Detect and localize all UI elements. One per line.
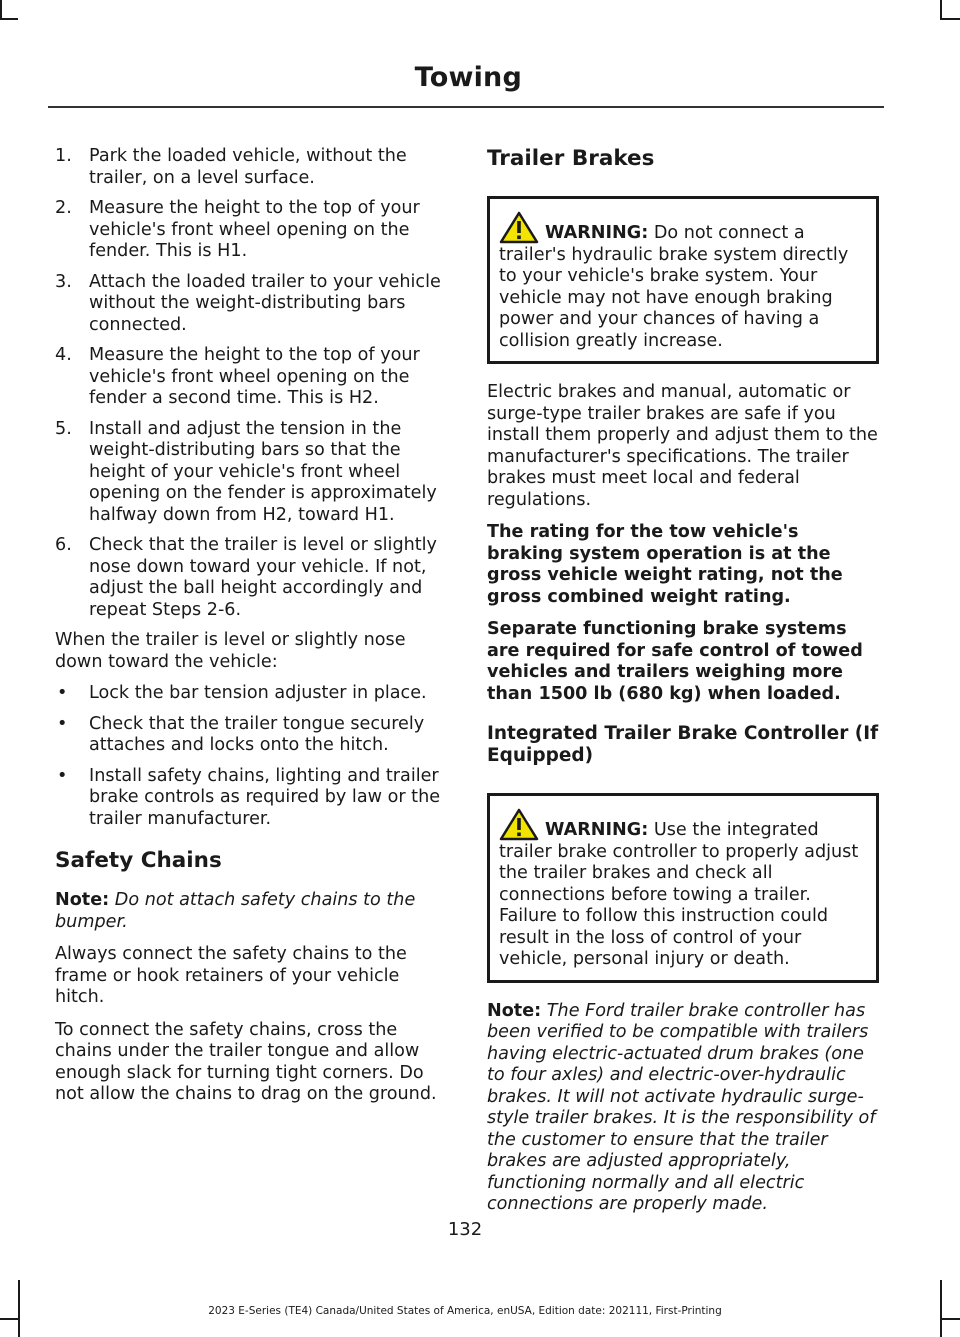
- warning-box: WARNING: Use the integrated trailer brake controller to properly adjust the trailer brakes and check all connections before towing a trailer. Failure to follow this instruction could result in the loss of control of your vehicle, personal injury or death.: [487, 793, 879, 983]
- step-item: 3. Attach the loaded trailer to your vehicle without the weight-distributing bars connected.: [55, 271, 441, 335]
- level-intro: When the trailer is level or slightly nose down toward the vehicle:: [55, 630, 406, 672]
- step-item: 1. Park the loaded vehicle, without the trailer, on a level surface.: [55, 146, 407, 188]
- bullet-icon: •: [57, 683, 68, 703]
- paragraph: To connect the safety chains, cross the chains under the trailer tongue and allow enough slack for turning tight corners. Do not allow the chains to drag on the ground.: [55, 1019, 437, 1104]
- crop-mark: [0, 18, 18, 20]
- section-heading-safety-chains: Safety Chains: [55, 848, 222, 873]
- crop-mark: [940, 18, 960, 20]
- bold-paragraph: Separate functioning brake systems are required for safe control of towed vehicles and trailers weighing more than 1500 lb (680 kg) when loaded.: [487, 619, 863, 704]
- note: Note: Do not attach safety chains to the bumper.: [55, 890, 416, 932]
- paragraph: Always connect the safety chains to the frame or hook retainers of your vehicle hitch.: [55, 944, 407, 1007]
- list-item: • Check that the trailer tongue securely attaches and locks onto the hitch.: [57, 713, 425, 755]
- crop-mark: [940, 0, 942, 18]
- list-item: • Lock the bar tension adjuster in place.: [57, 683, 427, 703]
- bold-paragraph: The rating for the tow vehicle's braking system operation is at the gross vehicle weight rating, not the gross combined weight rating.: [487, 522, 843, 607]
- section-heading-trailer-brakes: Trailer Brakes: [487, 146, 655, 171]
- step-item: 4. Measure the height to the top of your vehicle's front wheel opening on the fender a second time. This is H2.: [55, 345, 420, 408]
- section-heading-brake-controller: Integrated Trailer Brake Controller (If Equipped): [487, 723, 879, 766]
- page-number: 132: [447, 1219, 483, 1240]
- crop-mark: [942, 1318, 960, 1320]
- step-item: 2. Measure the height to the top of your vehicle's front wheel opening on the fender. This is H1.: [55, 198, 420, 261]
- bullet-icon: •: [57, 713, 68, 734]
- warning-icon: [499, 211, 539, 244]
- procedure-steps: [55, 146, 447, 621]
- checklist: [55, 683, 447, 830]
- warning-icon: [499, 808, 539, 841]
- crop-mark: [0, 0, 2, 18]
- list-item: • Install safety chains, lighting and trailer brake controls as required by law or the trailer manufacturer.: [57, 765, 441, 829]
- bullet-icon: •: [57, 765, 68, 786]
- right-column: [487, 146, 879, 1226]
- warning-box: WARNING: Do not connect a trailer's hydraulic brake system directly to your vehicle's brake system. Your vehicle may not have enough braking power and your chances of having a collision greatly increase.: [487, 196, 879, 364]
- step-item: 5. Install and adjust the tension in the weight-distributing bars so that the height of your vehicle's front wheel opening on the fender is approximately halfway down from H2, toward H1.: [55, 418, 437, 525]
- page-title: Towing: [414, 62, 522, 93]
- edition-footer: 2023 E-Series (TE4) Canada/United States of America, enUSA, Edition date: 202111, First-Printing: [208, 1305, 722, 1317]
- header-divider: [48, 106, 884, 108]
- step-item: 6. Check that the trailer is level or slightly nose down toward your vehicle. If not, adjust the ball height accordingly and repeat Steps 2-6.: [55, 535, 437, 620]
- crop-mark: [0, 1318, 18, 1320]
- paragraph: Electric brakes and manual, automatic or surge-type trailer brakes are safe if you install them properly and adjust them to the manufacturer's specifications. The trailer brakes must meet local and federal regulations.: [487, 382, 878, 510]
- crop-mark: [940, 1280, 942, 1337]
- left-column: [55, 146, 447, 1116]
- note: Note: The Ford trailer brake controller has been verified to be compatible with trailers having electric-actuated drum brakes (one to four axles) and electric-over-hydraulic brakes. It will not activate hydraulic surge-style trailer brakes. It is the responsibility of the customer to ensure that the trailer brakes are adjusted appropriately, functioning normally and all electric connections are properly made.: [487, 1000, 876, 1214]
